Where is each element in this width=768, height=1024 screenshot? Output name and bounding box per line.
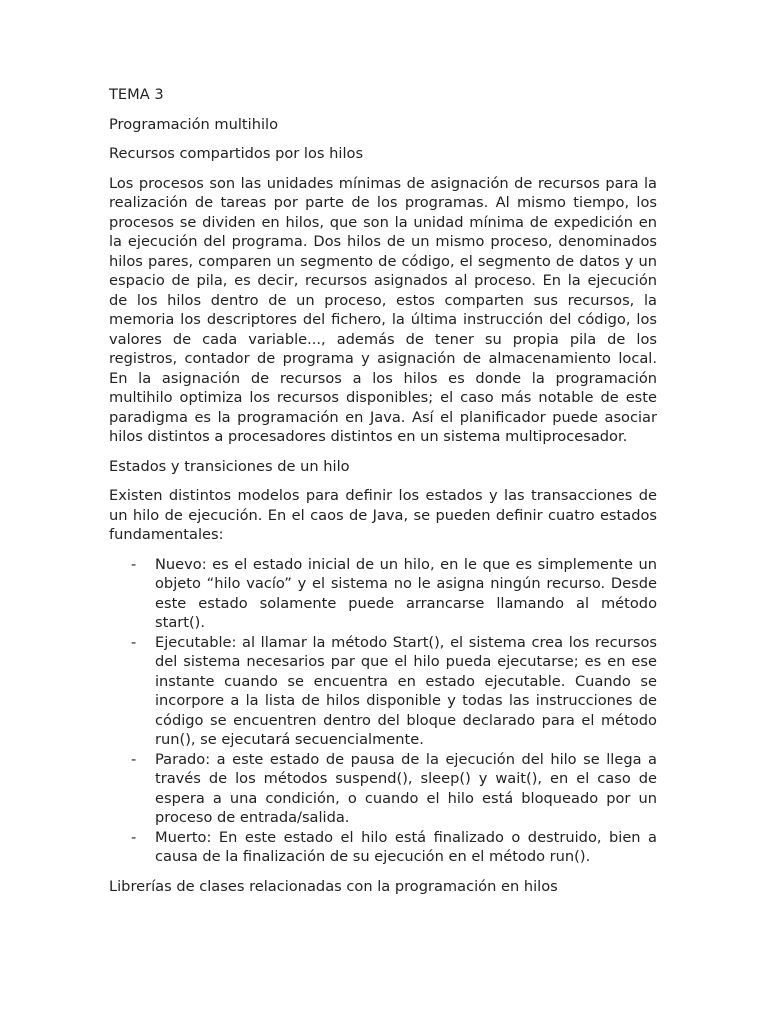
list-item-text: Ejecutable: al llamar la método Start(), el sistema crea los recursos del sistema necesarios par que el hilo pueda ejecutarse; es en ese instante cuando se encuentra en estado ejecutable. Cuando se incorpore a la lista de hilos disponible y todas las instrucciones de código se encuentren dentro del bloque declarado para el método run(), se ejecutará secuencialmente. — [155, 633, 657, 748]
list-item — [109, 555, 657, 633]
document-title: TEMA 3 — [109, 86, 164, 103]
paragraph-recursos: Los procesos son las unidades mínimas de asignación de recursos para la realización de tareas por parte de los programas. Al mismo tiempo, los procesos se dividen en hilos, que son la unidad mínima de expedición en la ejecución del programa. Dos hilos de un mismo proceso, denominados hilos pares, comparen un segmento de código, el segmento de datos y un espacio de pila, es decir, recursos asignados al proceso. En la ejecución de los hilos dentro de un proceso, estos comparten sus recursos, la memoria los descriptores del fichero, la última instrucción del código, los valores de cada variable..., además de tener su propia pila de los registros, contador de programa y asignación de almacenamiento local. En la asignación de recursos a los hilos es donde la programación multihilo optimiza los recursos disponibles; el caso más notable de este paradigma es la programación en Java. Así el planificador puede asociar hilos distintos a procesadores distintos en un sistema multiprocesador. — [109, 174, 657, 445]
list-item-text: Parado: a este estado de pausa de la ejecución del hilo se llega a través de los métodos suspend(), sleep() y wait(), en el caso de espera a una condición, o cuando el hilo está bloqueado por un proceso de entrada/salida. — [155, 750, 657, 826]
list-item-text: Nuevo: es el estado inicial de un hilo, en le que es simplemente un objeto “hilo vacío” y el sistema no le asigna ningún recurso. Desde este estado solamente puede arrancarse llamando al método start(). — [155, 555, 657, 631]
bullet-marker: - — [131, 828, 137, 846]
section-heading-librerias: Librerías de clases relacionadas con la programación en hilos — [109, 877, 558, 895]
section-heading-estados: Estados y transiciones de un hilo — [109, 457, 350, 475]
bullet-marker: - — [131, 750, 137, 768]
list-item — [109, 828, 657, 867]
list-item — [109, 633, 657, 750]
list-item — [109, 750, 657, 828]
list-item-text: Muerto: En este estado el hilo está finalizado o destruido, bien a causa de la finalización de su ejecución en el método run(). — [155, 828, 657, 865]
document-subtitle: Programación multihilo — [109, 115, 278, 133]
paragraph-estados: Existen distintos modelos para definir los estados y las transacciones de un hilo de ejecución. En el caos de Java, se pueden definir cuatro estados fundamentales: — [109, 487, 657, 543]
bullet-marker: - — [131, 633, 137, 651]
states-list — [109, 555, 657, 867]
bullet-marker: - — [131, 555, 137, 573]
document-body — [109, 85, 657, 906]
section-heading-recursos: Recursos compartidos por los hilos — [109, 145, 364, 162]
